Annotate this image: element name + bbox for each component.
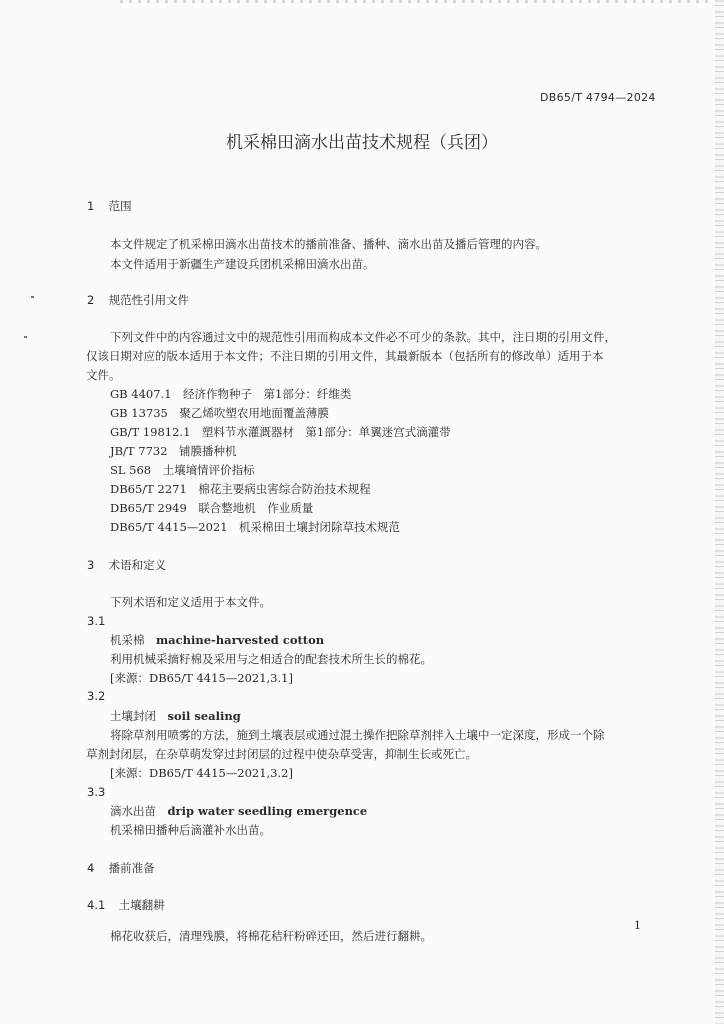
section-title: 术语和定义 <box>108 558 167 572</box>
section-title: 范围 <box>108 199 132 213</box>
term-zh: 机采棉 <box>110 633 145 647</box>
document-number: DB65/T 4794—2024 <box>540 91 656 104</box>
term-en: machine-harvested cotton <box>156 633 325 647</box>
term-definition-line: 将除草剂用喷雾的方法，施到土壤表层或通过混土操作把除草剂拌入土壤中一定深度，形成一个除 <box>110 728 605 742</box>
term-en: drip water seedling emergence <box>167 804 368 818</box>
section-2-heading <box>87 292 189 308</box>
term-zh: 土壤封闭 <box>110 709 156 723</box>
paragraph: 下列术语和定义适用于本文件。 <box>110 595 271 609</box>
subsection-number: 4.1 <box>87 898 106 912</box>
section-4-heading <box>87 860 155 876</box>
section-1-heading <box>87 198 132 214</box>
term-zh: 滴水出苗 <box>110 804 156 818</box>
reference-item: DB65/T 4415—2021 机采棉田土壤封闭除草技术规范 <box>110 520 401 534</box>
section-number: 4 <box>87 861 95 875</box>
paragraph-line: 仅该日期对应的版本适用于本文件；不注日期的引用文件，其最新版本（包括所有的修改单）适用于本 <box>86 349 604 363</box>
section-title: 规范性引用文件 <box>108 293 190 307</box>
reference-item: GB/T 19812.1 塑料节水灌溉器材 第1部分：单翼迷宫式滴灌带 <box>110 425 451 439</box>
term-source: [来源：DB65/T 4415—2021,3.1] <box>110 671 293 685</box>
section-3-heading <box>87 557 166 573</box>
term-number: 3.3 <box>87 785 106 799</box>
section-number: 3 <box>87 558 95 572</box>
section-title: 播前准备 <box>108 861 155 875</box>
reference-item: GB 4407.1 经济作物种子 第1部分：纤维类 <box>110 387 352 401</box>
reference-item: DB65/T 2949 联合整地机 作业质量 <box>110 501 314 515</box>
scan-edge-top <box>120 0 710 3</box>
term-definition: 利用机械采摘籽棉及采用与之相适合的配套技术所生长的棉花。 <box>110 652 432 666</box>
term-heading <box>110 632 324 648</box>
reference-item: GB 13735 聚乙烯吹塑农用地面覆盖薄膜 <box>110 406 329 420</box>
term-definition: 机采棉田播种后滴灌补水出苗。 <box>110 823 271 837</box>
paragraph: 本文件适用于新疆生产建设兵团机采棉田滴水出苗。 <box>110 257 375 271</box>
paragraph: 棉花收获后，清理残膜，将棉花秸秆粉碎还田，然后进行翻耕。 <box>110 929 432 943</box>
scan-speck <box>24 336 27 338</box>
subsection-title: 土壤翻耕 <box>118 898 165 912</box>
term-number: 3.1 <box>87 614 106 628</box>
paragraph: 本文件规定了机采棉田滴水出苗技术的播前准备、播种、滴水出苗及播后管理的内容。 <box>110 237 547 251</box>
term-heading <box>110 803 367 819</box>
subsection-4-1-heading <box>87 897 165 913</box>
reference-item: DB65/T 2271 棉花主要病虫害综合防治技术规程 <box>110 482 371 496</box>
reference-item: JB/T 7732 铺膜播种机 <box>110 444 237 458</box>
section-number: 1 <box>87 199 95 213</box>
term-definition-line: 草剂封闭层，在杂草萌发穿过封闭层的过程中使杂草受害，抑制生长或死亡。 <box>86 747 477 761</box>
page-title: 机采棉田滴水出苗技术规程（兵团） <box>226 133 498 153</box>
page-number: 1 <box>634 919 641 932</box>
term-number: 3.2 <box>87 689 106 703</box>
reference-item: SL 568 土壤墒情评价指标 <box>110 463 255 477</box>
paragraph-line: 下列文件中的内容通过文中的规范性引用而构成本文件必不可少的条款。其中，注日期的引用文件， <box>110 330 616 344</box>
term-en: soil sealing <box>167 709 241 723</box>
scan-edge-right <box>715 0 724 1024</box>
scan-speck <box>31 296 34 298</box>
term-heading <box>110 708 241 724</box>
paragraph-line: 文件。 <box>86 368 121 382</box>
term-source: [来源：DB65/T 4415—2021,3.2] <box>110 766 293 780</box>
section-number: 2 <box>87 293 95 307</box>
